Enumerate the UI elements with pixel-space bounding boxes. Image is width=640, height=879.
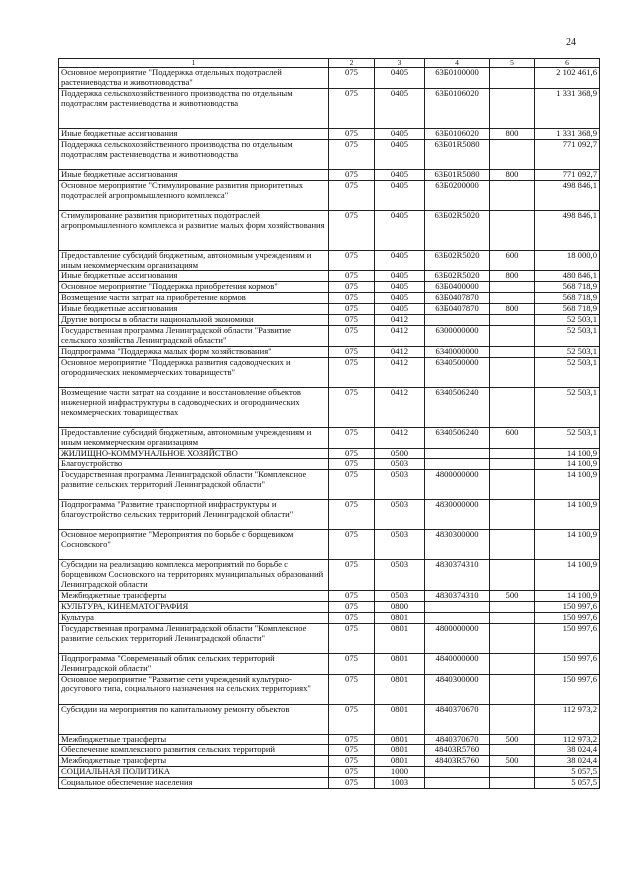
table-row xyxy=(59,128,600,139)
cell-amount: 112 973,2 xyxy=(535,704,600,734)
cell-ministry: 075 xyxy=(329,68,375,89)
table-row xyxy=(59,346,600,357)
cell-section: 0503 xyxy=(375,591,425,602)
cell-ministry: 075 xyxy=(329,387,375,427)
table-row xyxy=(59,210,600,250)
table-row xyxy=(59,601,600,612)
cell-vr xyxy=(490,325,535,346)
cell-target: 63Б02R5020 xyxy=(425,271,490,282)
table-row xyxy=(59,500,600,530)
cell-amount: 52 503,1 xyxy=(535,325,600,346)
cell-section: 0405 xyxy=(375,128,425,139)
table-row xyxy=(59,387,600,427)
cell-vr: 600 xyxy=(490,250,535,271)
table-row xyxy=(59,139,600,169)
cell-amount: 52 503,1 xyxy=(535,315,600,326)
cell-target: 48403R5760 xyxy=(425,756,490,767)
cell-name: Основное мероприятие "Мероприятия по борьбе с борщевиком Сосновского" xyxy=(59,530,329,560)
cell-target xyxy=(425,315,490,326)
cell-amount: 38 024,4 xyxy=(535,756,600,767)
cell-vr xyxy=(490,315,535,326)
cell-target: 4830374310 xyxy=(425,560,490,591)
cell-ministry: 075 xyxy=(329,210,375,250)
cell-target: 4840000000 xyxy=(425,653,490,674)
table-row xyxy=(59,459,600,470)
cell-ministry: 075 xyxy=(329,250,375,271)
cell-target: 6340000000 xyxy=(425,346,490,357)
cell-target: 63Б0100000 xyxy=(425,68,490,89)
cell-vr xyxy=(490,560,535,591)
cell-ministry: 075 xyxy=(329,139,375,169)
table-row xyxy=(59,756,600,767)
cell-section: 0405 xyxy=(375,210,425,250)
cell-ministry: 075 xyxy=(329,282,375,293)
cell-section: 0405 xyxy=(375,139,425,169)
cell-vr xyxy=(490,346,535,357)
cell-name: Подпрограмма "Поддержка малых форм хозяйствования" xyxy=(59,346,329,357)
header-cell-ministry: 2 xyxy=(329,59,375,68)
cell-amount: 52 503,1 xyxy=(535,387,600,427)
cell-target: 63Б02R5020 xyxy=(425,250,490,271)
cell-name: Основное мероприятие "Стимулирование развития приоритетных подотраслей агропромышленного комплекса" xyxy=(59,180,329,210)
cell-target: 48403R5760 xyxy=(425,745,490,756)
cell-amount: 1 331 368,9 xyxy=(535,128,600,139)
cell-target xyxy=(425,601,490,612)
table-row xyxy=(59,325,600,346)
table-row xyxy=(59,427,600,448)
cell-ministry: 075 xyxy=(329,459,375,470)
cell-section: 0405 xyxy=(375,250,425,271)
cell-vr: 800 xyxy=(490,271,535,282)
cell-ministry: 075 xyxy=(329,293,375,304)
cell-section: 0503 xyxy=(375,530,425,560)
cell-vr: 500 xyxy=(490,734,535,745)
cell-section: 1000 xyxy=(375,767,425,778)
table-row xyxy=(59,778,600,789)
cell-vr: 800 xyxy=(490,304,535,315)
cell-amount: 14 100,9 xyxy=(535,459,600,470)
cell-name: Благоустройство xyxy=(59,459,329,470)
table-row xyxy=(59,169,600,180)
table-row xyxy=(59,767,600,778)
cell-amount: 498 846,1 xyxy=(535,210,600,250)
cell-section: 1003 xyxy=(375,778,425,789)
table-row xyxy=(59,734,600,745)
cell-target: 4840370670 xyxy=(425,734,490,745)
cell-section: 0801 xyxy=(375,734,425,745)
cell-name: Подпрограмма "Развитие транспортной инфраструктуры и благоустройство сельских территорий Ленинградской области" xyxy=(59,500,329,530)
cell-vr xyxy=(490,282,535,293)
cell-ministry: 075 xyxy=(329,591,375,602)
cell-ministry: 075 xyxy=(329,427,375,448)
cell-amount: 568 718,9 xyxy=(535,282,600,293)
cell-ministry: 075 xyxy=(329,560,375,591)
cell-name: СОЦИАЛЬНАЯ ПОЛИТИКА xyxy=(59,767,329,778)
table-row xyxy=(59,653,600,674)
cell-vr xyxy=(490,210,535,250)
cell-ministry: 075 xyxy=(329,601,375,612)
cell-target: 63Б02R5020 xyxy=(425,210,490,250)
table-row xyxy=(59,612,600,623)
cell-amount: 5 057,5 xyxy=(535,778,600,789)
cell-target xyxy=(425,459,490,470)
table-row xyxy=(59,180,600,210)
table-row xyxy=(59,560,600,591)
table-body xyxy=(59,68,600,789)
cell-name: Субсидии на реализацию комплекса мероприятий по борьбе с борщевиком Сосновского на территориях муниципальных образований Ленинградской области xyxy=(59,560,329,591)
cell-amount: 150 997,6 xyxy=(535,674,600,704)
cell-target: 4800000000 xyxy=(425,623,490,653)
cell-vr xyxy=(490,767,535,778)
cell-amount: 5 057,5 xyxy=(535,767,600,778)
budget-table xyxy=(58,58,600,789)
cell-name: Государственная программа Ленинградской области "Комплексное развитие сельских территорий Ленинградской области" xyxy=(59,470,329,500)
cell-name: КУЛЬТУРА, КИНЕМАТОГРАФИЯ xyxy=(59,601,329,612)
cell-amount: 568 718,9 xyxy=(535,293,600,304)
cell-amount: 771 092,7 xyxy=(535,169,600,180)
cell-target: 6340506240 xyxy=(425,387,490,427)
cell-target: 4800000000 xyxy=(425,470,490,500)
cell-vr xyxy=(490,180,535,210)
cell-name: Основное мероприятие "Развитие сети учреждений культурно-досугового типа, социального назначения на сельских территориях" xyxy=(59,674,329,704)
cell-target: 63Б01R5080 xyxy=(425,139,490,169)
cell-vr xyxy=(490,612,535,623)
cell-name: Субсидии на мероприятия по капитальному ремонту объектов xyxy=(59,704,329,734)
cell-amount: 150 997,6 xyxy=(535,653,600,674)
table-row xyxy=(59,591,600,602)
cell-name: Межбюджетные трансферты xyxy=(59,756,329,767)
cell-vr xyxy=(490,778,535,789)
cell-vr xyxy=(490,88,535,128)
cell-ministry: 075 xyxy=(329,315,375,326)
cell-vr xyxy=(490,623,535,653)
table-row xyxy=(59,68,600,89)
cell-ministry: 075 xyxy=(329,346,375,357)
cell-target: 63Б0407870 xyxy=(425,293,490,304)
cell-amount: 568 718,9 xyxy=(535,304,600,315)
cell-vr: 500 xyxy=(490,591,535,602)
cell-name: Поддержка сельскохозяйственного производства по отдельным подотраслям растениеводства и животноводства xyxy=(59,88,329,128)
table-row xyxy=(59,448,600,459)
cell-vr xyxy=(490,704,535,734)
cell-name: ЖИЛИЩНО-КОММУНАЛЬНОЕ ХОЗЯЙСТВО xyxy=(59,448,329,459)
header-cell-target: 4 xyxy=(425,59,490,68)
cell-name: Предоставление субсидий бюджетным, автономным учреждениям и иным некоммерческим организациям xyxy=(59,427,329,448)
cell-amount: 150 997,6 xyxy=(535,623,600,653)
cell-ministry: 075 xyxy=(329,88,375,128)
cell-amount: 14 100,9 xyxy=(535,448,600,459)
cell-name: Основное мероприятие "Поддержка развития садоводческих и огороднических некоммерческих товариществ" xyxy=(59,357,329,387)
cell-amount: 38 024,4 xyxy=(535,745,600,756)
cell-name: Культура xyxy=(59,612,329,623)
cell-ministry: 075 xyxy=(329,271,375,282)
cell-vr xyxy=(490,459,535,470)
cell-name: Основное мероприятие "Поддержка приобретения кормов" xyxy=(59,282,329,293)
cell-ministry: 075 xyxy=(329,704,375,734)
cell-target: 63Б0106020 xyxy=(425,128,490,139)
cell-vr xyxy=(490,500,535,530)
cell-target: 63Б0407870 xyxy=(425,304,490,315)
cell-vr: 500 xyxy=(490,756,535,767)
table-row xyxy=(59,674,600,704)
header-cell-name: 1 xyxy=(59,59,329,68)
cell-vr xyxy=(490,139,535,169)
cell-name: Возмещение части затрат на приобретение кормов xyxy=(59,293,329,304)
cell-vr: 600 xyxy=(490,427,535,448)
table-row xyxy=(59,293,600,304)
cell-section: 0801 xyxy=(375,623,425,653)
cell-section: 0405 xyxy=(375,169,425,180)
table-row xyxy=(59,623,600,653)
cell-name: Подпрограмма "Современный облик сельских территорий Ленинградской области" xyxy=(59,653,329,674)
cell-vr xyxy=(490,674,535,704)
cell-amount: 2 102 461,6 xyxy=(535,68,600,89)
cell-target: 6300000000 xyxy=(425,325,490,346)
table-row xyxy=(59,282,600,293)
cell-ministry: 075 xyxy=(329,674,375,704)
cell-target: 6340506240 xyxy=(425,427,490,448)
cell-target: 63Б01R5080 xyxy=(425,169,490,180)
cell-name: Межбюджетные трансферты xyxy=(59,734,329,745)
table-row xyxy=(59,315,600,326)
header-row xyxy=(59,59,600,68)
table-row xyxy=(59,304,600,315)
cell-ministry: 075 xyxy=(329,767,375,778)
cell-vr: 800 xyxy=(490,128,535,139)
cell-section: 0412 xyxy=(375,427,425,448)
cell-ministry: 075 xyxy=(329,612,375,623)
table-row xyxy=(59,745,600,756)
cell-amount: 52 503,1 xyxy=(535,357,600,387)
cell-target: 63Б0200000 xyxy=(425,180,490,210)
cell-target: 6340500000 xyxy=(425,357,490,387)
cell-section: 0405 xyxy=(375,271,425,282)
cell-target: 4830374310 xyxy=(425,591,490,602)
cell-section: 0405 xyxy=(375,282,425,293)
cell-amount: 18 000,0 xyxy=(535,250,600,271)
cell-amount: 1 331 368,9 xyxy=(535,88,600,128)
cell-name: Иные бюджетные ассигнования xyxy=(59,169,329,180)
cell-name: Возмещение части затрат на создание и восстановление объектов инженерной инфраструктуры в садоводческих и огороднических некоммерческих товариществах xyxy=(59,387,329,427)
cell-section: 0405 xyxy=(375,180,425,210)
cell-section: 0800 xyxy=(375,601,425,612)
cell-ministry: 075 xyxy=(329,623,375,653)
cell-section: 0503 xyxy=(375,560,425,591)
cell-section: 0412 xyxy=(375,387,425,427)
cell-section: 0412 xyxy=(375,315,425,326)
cell-vr xyxy=(490,448,535,459)
cell-vr xyxy=(490,653,535,674)
cell-amount: 150 997,6 xyxy=(535,601,600,612)
cell-amount: 52 503,1 xyxy=(535,346,600,357)
cell-target: 63Б0400000 xyxy=(425,282,490,293)
cell-ministry: 075 xyxy=(329,169,375,180)
cell-target: 63Б0106020 xyxy=(425,88,490,128)
cell-ministry: 075 xyxy=(329,180,375,210)
cell-ministry: 075 xyxy=(329,470,375,500)
table-row xyxy=(59,88,600,128)
cell-target: 4830000000 xyxy=(425,500,490,530)
cell-name: Межбюджетные трансферты xyxy=(59,591,329,602)
cell-vr xyxy=(490,530,535,560)
cell-vr xyxy=(490,387,535,427)
cell-ministry: 075 xyxy=(329,500,375,530)
cell-section: 0503 xyxy=(375,459,425,470)
cell-ministry: 075 xyxy=(329,778,375,789)
cell-name: Иные бюджетные ассигнования xyxy=(59,271,329,282)
cell-ministry: 075 xyxy=(329,357,375,387)
cell-name: Иные бюджетные ассигнования xyxy=(59,128,329,139)
cell-target xyxy=(425,448,490,459)
cell-amount: 14 100,9 xyxy=(535,591,600,602)
cell-name: Поддержка сельскохозяйственного производства по отдельным подотраслям растениеводства и животноводства xyxy=(59,139,329,169)
cell-section: 0405 xyxy=(375,88,425,128)
cell-section: 0801 xyxy=(375,745,425,756)
cell-name: Основное мероприятие "Поддержка отдельных подотраслей растениеводства и животноводства" xyxy=(59,68,329,89)
table-row xyxy=(59,704,600,734)
header-cell-section: 3 xyxy=(375,59,425,68)
cell-name: Предоставление субсидий бюджетным, автономным учреждениям и иным некоммерческим организациям xyxy=(59,250,329,271)
cell-amount: 14 100,9 xyxy=(535,560,600,591)
cell-vr xyxy=(490,68,535,89)
cell-section: 0801 xyxy=(375,612,425,623)
cell-name: Социальное обеспечение населения xyxy=(59,778,329,789)
cell-vr: 800 xyxy=(490,169,535,180)
cell-name: Другие вопросы в области национальной экономики xyxy=(59,315,329,326)
cell-vr xyxy=(490,745,535,756)
cell-amount: 52 503,1 xyxy=(535,427,600,448)
header-cell-amount: 6 xyxy=(535,59,600,68)
cell-section: 0801 xyxy=(375,653,425,674)
cell-ministry: 075 xyxy=(329,325,375,346)
cell-name: Государственная программа Ленинградской области "Комплексное развитие сельских территорий Ленинградской области" xyxy=(59,623,329,653)
cell-section: 0405 xyxy=(375,68,425,89)
cell-amount: 771 092,7 xyxy=(535,139,600,169)
cell-ministry: 075 xyxy=(329,756,375,767)
cell-vr xyxy=(490,357,535,387)
cell-section: 0801 xyxy=(375,704,425,734)
cell-target: 4840300000 xyxy=(425,674,490,704)
cell-name: Стимулирование развития приоритетных подотраслей агропромышленного комплекса и развитие малых форм хозяйствования xyxy=(59,210,329,250)
cell-target xyxy=(425,778,490,789)
cell-amount: 112 973,2 xyxy=(535,734,600,745)
cell-section: 0500 xyxy=(375,448,425,459)
cell-amount: 480 846,1 xyxy=(535,271,600,282)
cell-target: 4830300000 xyxy=(425,530,490,560)
table-row xyxy=(59,357,600,387)
cell-name: Иные бюджетные ассигнования xyxy=(59,304,329,315)
cell-section: 0405 xyxy=(375,293,425,304)
cell-ministry: 075 xyxy=(329,448,375,459)
table-row xyxy=(59,250,600,271)
cell-section: 0503 xyxy=(375,500,425,530)
cell-vr xyxy=(490,293,535,304)
cell-vr xyxy=(490,470,535,500)
cell-ministry: 075 xyxy=(329,530,375,560)
cell-name: Обеспечение комплексного развития сельских территорий xyxy=(59,745,329,756)
cell-amount: 150 997,6 xyxy=(535,612,600,623)
cell-ministry: 075 xyxy=(329,745,375,756)
cell-ministry: 075 xyxy=(329,734,375,745)
cell-section: 0405 xyxy=(375,304,425,315)
cell-target: 4840370670 xyxy=(425,704,490,734)
cell-section: 0412 xyxy=(375,325,425,346)
cell-section: 0801 xyxy=(375,674,425,704)
table-row xyxy=(59,271,600,282)
header-cell-vr: 5 xyxy=(490,59,535,68)
page-number: 24 xyxy=(566,37,576,48)
cell-section: 0412 xyxy=(375,346,425,357)
cell-ministry: 075 xyxy=(329,304,375,315)
cell-amount: 498 846,1 xyxy=(535,180,600,210)
cell-vr xyxy=(490,601,535,612)
table-row xyxy=(59,470,600,500)
cell-amount: 14 100,9 xyxy=(535,500,600,530)
cell-section: 0412 xyxy=(375,357,425,387)
table-row xyxy=(59,530,600,560)
cell-amount: 14 100,9 xyxy=(535,470,600,500)
cell-ministry: 075 xyxy=(329,128,375,139)
cell-target xyxy=(425,612,490,623)
cell-target xyxy=(425,767,490,778)
cell-amount: 14 100,9 xyxy=(535,530,600,560)
cell-name: Государственная программа Ленинградской области "Развитие сельского хозяйства Ленинградской области" xyxy=(59,325,329,346)
cell-section: 0801 xyxy=(375,756,425,767)
cell-ministry: 075 xyxy=(329,653,375,674)
cell-section: 0503 xyxy=(375,470,425,500)
